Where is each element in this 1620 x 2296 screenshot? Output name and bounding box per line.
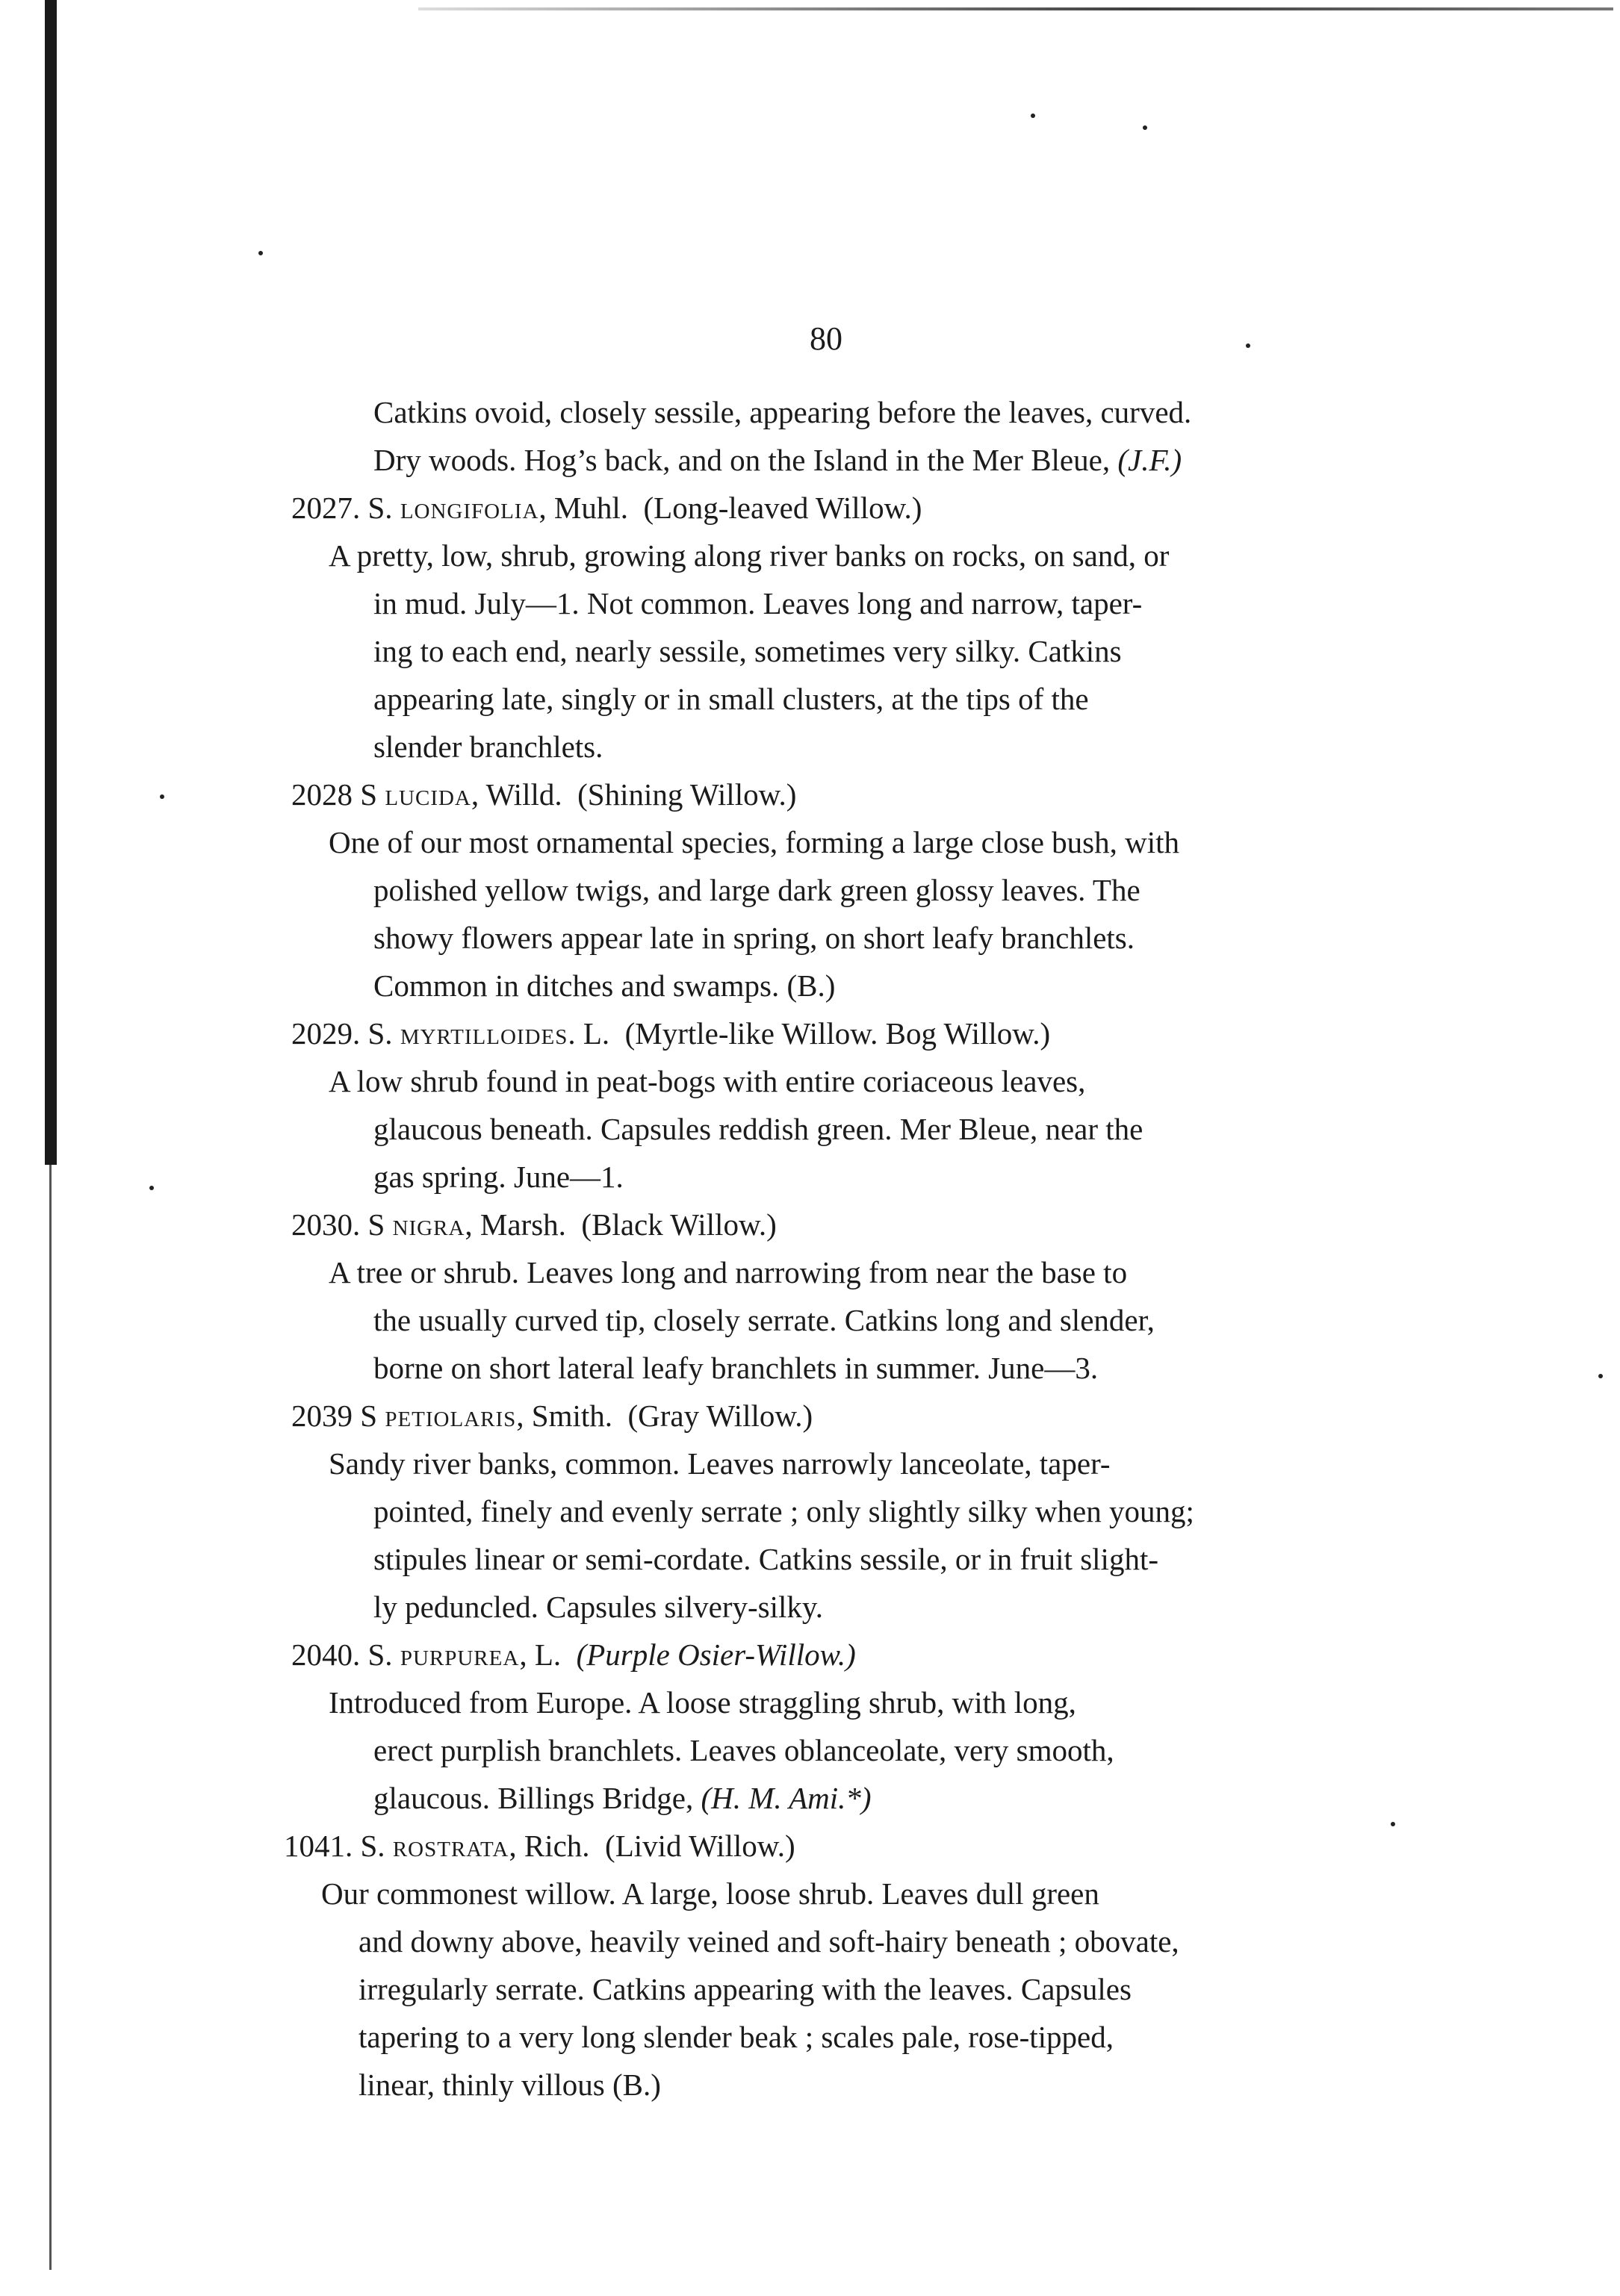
- entry-common-name: (Gray Willow.): [627, 1399, 813, 1433]
- entry-species: longifolia: [400, 491, 539, 525]
- entry-number: 2027.: [291, 491, 361, 525]
- entry-authority: , Muhl.: [539, 491, 629, 525]
- entry-species: nigra: [392, 1207, 465, 1242]
- entry-text-line: stipules linear or semi-cordate. Catkins sessile, or in fruit slight-: [373, 1542, 1158, 1576]
- intro-line: Dry woods. Hog’s back, and on the Island in the Mer Bleue, (J.F.): [373, 443, 1182, 477]
- entry-common-name: (Myrtle-like Willow. Bog Willow.): [624, 1016, 1051, 1051]
- entry-text-line: ly peduncled. Capsules silvery-silky.: [373, 1590, 823, 1624]
- entry-species: myrtilloides: [400, 1016, 568, 1051]
- entry-genus: S.: [367, 1016, 393, 1051]
- scan-speck: [1143, 125, 1147, 130]
- entry-text-line: Sandy river banks, common. Leaves narrowly lanceolate, taper-: [329, 1446, 1111, 1481]
- entry-text-line: the usually curved tip, closely serrate. Catkins long and slender,: [373, 1303, 1155, 1337]
- entry-common-name: (Shining Willow.): [577, 777, 797, 812]
- entry-text-line: A low shrub found in peat-bogs with entire coriaceous leaves,: [329, 1064, 1086, 1098]
- entry-text-line: One of our most ornamental species, forming a large close bush, with: [329, 825, 1179, 859]
- entry-heading: [284, 1009, 1389, 1057]
- entry-text-line: polished yellow twigs, and large dark green glossy leaves. The: [373, 873, 1140, 907]
- entry-text-line: pointed, finely and evenly serrate ; only slightly silky when young;: [373, 1494, 1194, 1528]
- scan-speck: [1246, 343, 1250, 348]
- entry-species: lucida: [385, 777, 471, 812]
- entry-heading: [284, 1631, 1389, 1679]
- entry-number: 2030.: [291, 1207, 361, 1242]
- scan-speck: [1598, 1374, 1603, 1378]
- entry-text-line: appearing late, singly or in small clusters, at the tips of the: [373, 682, 1089, 716]
- entry-heading: [284, 1392, 1389, 1440]
- entry-text-line: tapering to a very long slender beak ; scales pale, rose-tipped,: [359, 2020, 1114, 2054]
- entry-text-line: erect purplish branchlets. Leaves oblanceolate, very smooth,: [373, 1733, 1114, 1767]
- entry-authority: , Rich.: [509, 1829, 590, 1863]
- entry-text-line: slender branchlets.: [373, 729, 603, 764]
- entry-text-line: A tree or shrub. Leaves long and narrowing from near the base to: [329, 1255, 1128, 1289]
- entry-common-name: (Long-leaved Willow.): [643, 491, 922, 525]
- entry-number: 2028: [291, 777, 353, 812]
- entry-genus: S: [360, 777, 378, 812]
- entry-text-line: Introduced from Europe. A loose straggling shrub, with long,: [329, 1685, 1076, 1720]
- entry-heading: [284, 484, 1389, 532]
- entry-text-line: A pretty, low, shrub, growing along river banks on rocks, on sand, or: [329, 538, 1170, 573]
- entry-text-line: borne on short lateral leafy branchlets in summer. June—3.: [373, 1351, 1099, 1385]
- entry-number: 1041.: [284, 1829, 353, 1863]
- intro-credit: (J.F.): [1117, 443, 1182, 477]
- entry-genus: S.: [367, 491, 393, 525]
- entry-text-line: glaucous. Billings Bridge, (H. M. Ami.*): [373, 1781, 872, 1815]
- scan-speck: [149, 1186, 154, 1190]
- entry-common-name: (Purple Osier-Willow.): [576, 1637, 856, 1672]
- entry-credit: (H. M. Ami.*): [701, 1781, 872, 1815]
- entry-text-line: in mud. July—1. Not common. Leaves long and narrow, taper-: [373, 586, 1143, 620]
- entry-text-line: Our commonest willow. A large, loose shrub. Leaves dull green: [321, 1876, 1099, 1911]
- entry-authority: , Marsh.: [465, 1207, 566, 1242]
- entry-common-name: (Livid Willow.): [605, 1829, 795, 1863]
- entry-genus: S: [360, 1399, 378, 1433]
- entry-number: 2040.: [291, 1637, 361, 1672]
- entry-authority: . L.: [568, 1016, 610, 1051]
- entry-heading: [284, 771, 1389, 818]
- scan-top-rule: [418, 7, 1613, 10]
- entry-genus: S: [367, 1207, 385, 1242]
- scan-speck: [1031, 113, 1035, 118]
- entry-authority: , Smith.: [516, 1399, 612, 1433]
- entry-species: purpurea: [400, 1637, 520, 1672]
- scan-speck: [160, 794, 164, 799]
- scan-left-edge-thin: [49, 1165, 52, 2270]
- entry-number: 2039: [291, 1399, 353, 1433]
- entry-species: petiolaris: [385, 1399, 517, 1433]
- entry-text-line: showy flowers appear late in spring, on short leafy branchlets.: [373, 921, 1135, 955]
- page-number: 80: [810, 320, 842, 357]
- entry-text-line: irregularly serrate. Catkins appearing with the leaves. Capsules: [359, 1972, 1132, 2006]
- page-body: [284, 388, 1389, 2109]
- entry-text-line: and downy above, heavily veined and soft-hairy beneath ; obovate,: [359, 1924, 1179, 1959]
- scan-speck: [258, 251, 263, 255]
- scan-speck: [1391, 1822, 1395, 1826]
- entry-text-line: linear, thinly villous (B.): [359, 2068, 661, 2102]
- intro-line: Catkins ovoid, closely sessile, appearing before the leaves, curved.: [373, 395, 1192, 429]
- entry-heading: [284, 1822, 1389, 1870]
- entry-number: 2029.: [291, 1016, 361, 1051]
- entry-species: rostrata: [392, 1829, 509, 1863]
- entry-text-line: glaucous beneath. Capsules reddish green. Mer Bleue, near the: [373, 1112, 1143, 1146]
- entry-common-name: (Black Willow.): [581, 1207, 777, 1242]
- entry-authority: , Willd.: [471, 777, 562, 812]
- entry-authority: , L.: [519, 1637, 562, 1672]
- entry-text-line: gas spring. June—1.: [373, 1160, 624, 1194]
- entry-genus: S.: [367, 1637, 393, 1672]
- entry-heading: [284, 1201, 1389, 1248]
- scan-left-edge: [45, 0, 57, 1165]
- entry-text-line: Common in ditches and swamps. (B.): [373, 968, 836, 1003]
- entry-genus: S.: [360, 1829, 385, 1863]
- entry-text-line: ing to each end, nearly sessile, sometimes very silky. Catkins: [373, 634, 1122, 668]
